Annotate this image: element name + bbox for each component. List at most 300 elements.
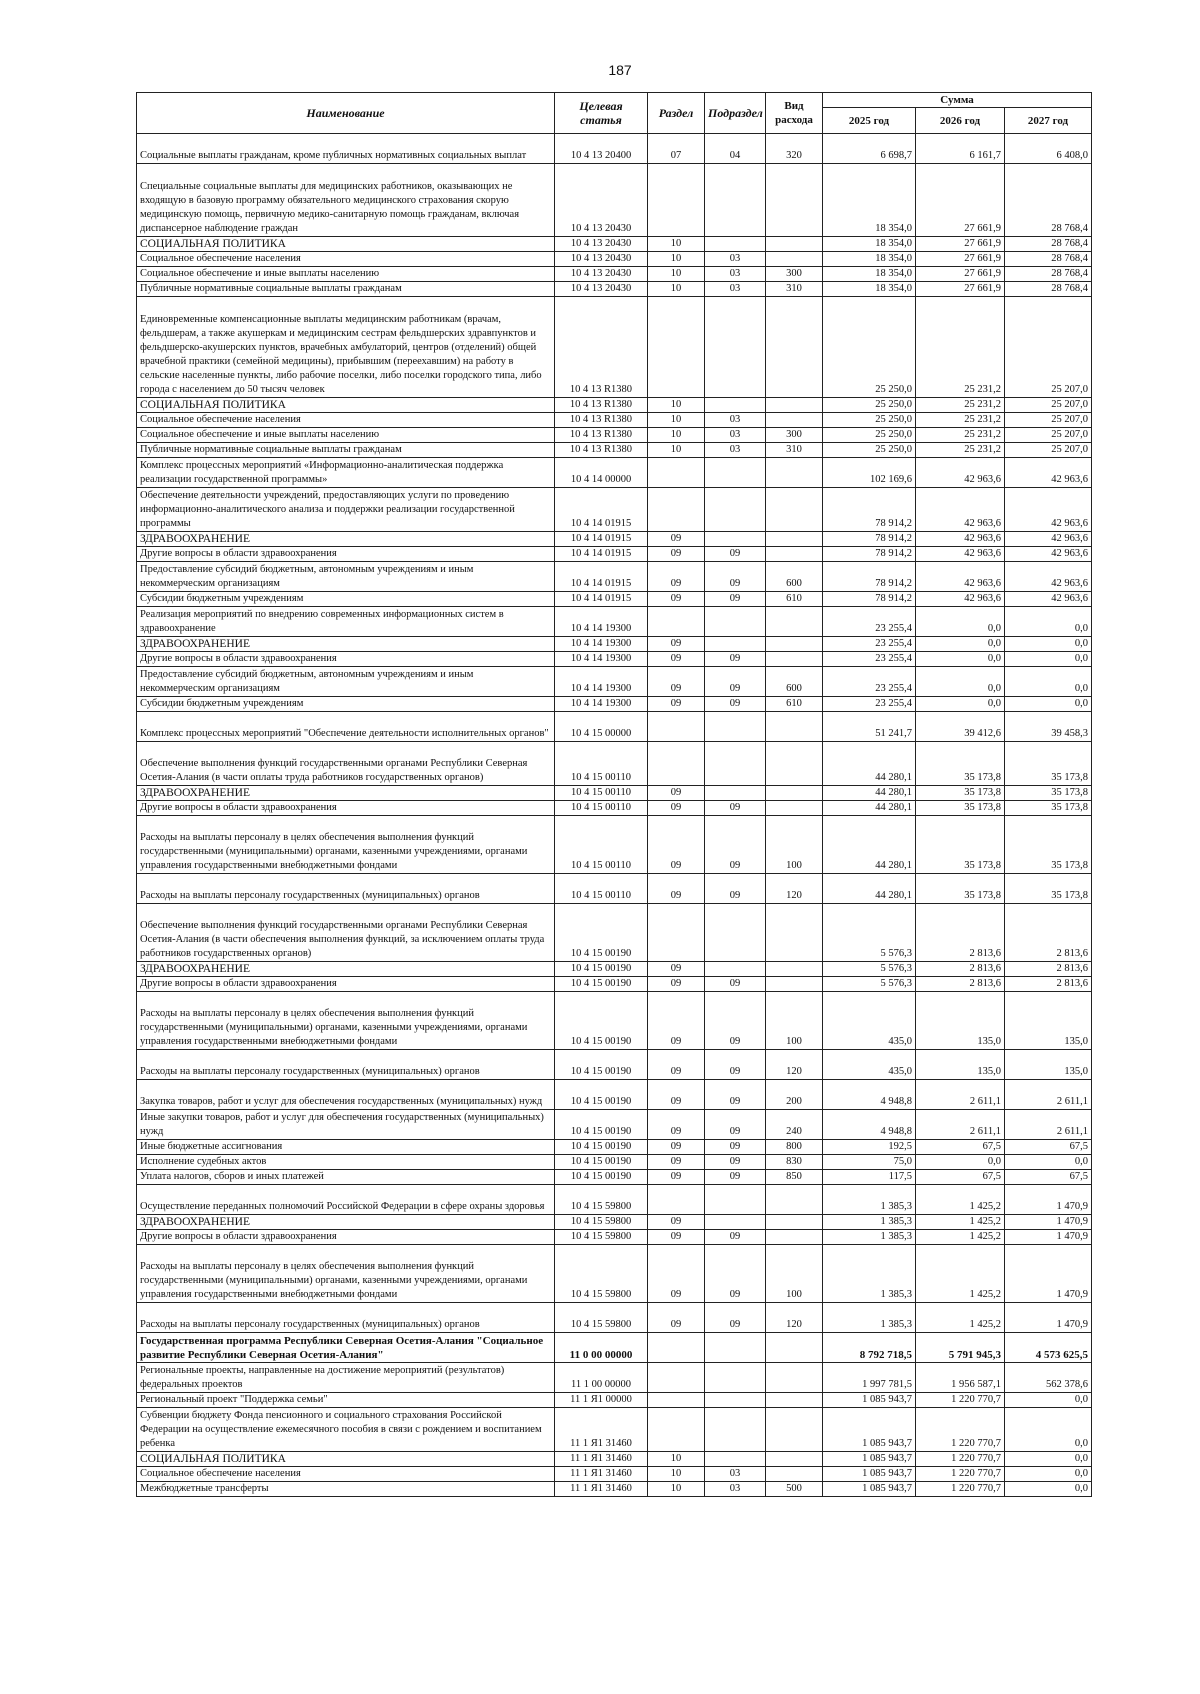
row-2026-cell: 2 813,6 bbox=[916, 962, 1005, 977]
row-section-cell: 09 bbox=[648, 992, 705, 1050]
row-name-cell: Государственная программа Республики Северная Осетия-Алания "Социальное развитие Республики Северная Осетия-Алания" bbox=[137, 1333, 555, 1363]
row-2027-cell: 35 173,8 bbox=[1005, 816, 1092, 874]
row-article-cell: 10 4 13 20430 bbox=[555, 164, 648, 237]
row-name-cell: Исполнение судебных актов bbox=[137, 1155, 555, 1170]
row-kind-cell: 120 bbox=[766, 1050, 823, 1080]
row-section-cell: 10 bbox=[648, 282, 705, 297]
row-2026-cell: 35 173,8 bbox=[916, 801, 1005, 816]
row-2027-cell: 25 207,0 bbox=[1005, 428, 1092, 443]
row-kind-cell: 100 bbox=[766, 992, 823, 1050]
row-article-cell: 10 4 13 R1380 bbox=[555, 428, 648, 443]
row-article-cell: 10 4 15 00110 bbox=[555, 816, 648, 874]
row-article-cell: 10 4 13 R1380 bbox=[555, 297, 648, 398]
row-2025-cell: 44 280,1 bbox=[823, 801, 916, 816]
row-subsection-cell: 03 bbox=[705, 413, 766, 428]
row-2026-cell: 5 791 945,3 bbox=[916, 1333, 1005, 1363]
row-2026-cell: 1 425,2 bbox=[916, 1215, 1005, 1230]
row-2025-cell: 5 576,3 bbox=[823, 962, 916, 977]
row-subsection-cell: 03 bbox=[705, 252, 766, 267]
header-2025: 2025 год bbox=[823, 108, 916, 134]
row-2026-cell: 42 963,6 bbox=[916, 592, 1005, 607]
row-2026-cell: 27 661,9 bbox=[916, 252, 1005, 267]
row-2027-cell: 28 768,4 bbox=[1005, 252, 1092, 267]
row-article-cell: 10 4 13 20430 bbox=[555, 252, 648, 267]
row-2027-cell: 42 963,6 bbox=[1005, 547, 1092, 562]
row-section-cell: 09 bbox=[648, 652, 705, 667]
row-2025-cell: 44 280,1 bbox=[823, 742, 916, 786]
row-subsection-cell bbox=[705, 398, 766, 413]
table-row bbox=[137, 786, 1092, 801]
row-2025-cell: 435,0 bbox=[823, 992, 916, 1050]
row-kind-cell: 300 bbox=[766, 267, 823, 282]
row-kind-cell: 240 bbox=[766, 1110, 823, 1140]
row-article-cell: 10 4 15 00000 bbox=[555, 712, 648, 742]
row-name-cell: ЗДРАВООХРАНЕНИЕ bbox=[137, 786, 555, 801]
row-2027-cell: 1 470,9 bbox=[1005, 1215, 1092, 1230]
row-kind-cell bbox=[766, 1452, 823, 1467]
row-2026-cell: 2 813,6 bbox=[916, 904, 1005, 962]
row-section-cell bbox=[648, 1185, 705, 1215]
row-section-cell: 09 bbox=[648, 562, 705, 592]
row-subsection-cell: 09 bbox=[705, 992, 766, 1050]
page-number: 187 bbox=[608, 62, 632, 78]
row-article-cell: 11 1 Я1 31460 bbox=[555, 1408, 648, 1452]
row-2027-cell: 42 963,6 bbox=[1005, 458, 1092, 488]
row-2025-cell: 1 085 943,7 bbox=[823, 1482, 916, 1497]
row-2025-cell: 1 997 781,5 bbox=[823, 1363, 916, 1393]
row-2026-cell: 27 661,9 bbox=[916, 282, 1005, 297]
row-section-cell: 10 bbox=[648, 1452, 705, 1467]
row-name-cell: Уплата налогов, сборов и иных платежей bbox=[137, 1170, 555, 1185]
row-kind-cell bbox=[766, 488, 823, 532]
row-2026-cell: 0,0 bbox=[916, 637, 1005, 652]
table-row bbox=[137, 1155, 1092, 1170]
row-name-cell: ЗДРАВООХРАНЕНИЕ bbox=[137, 962, 555, 977]
table-row bbox=[137, 398, 1092, 413]
row-kind-cell bbox=[766, 413, 823, 428]
row-2025-cell: 1 385,3 bbox=[823, 1185, 916, 1215]
row-2027-cell: 0,0 bbox=[1005, 1408, 1092, 1452]
row-kind-cell: 600 bbox=[766, 562, 823, 592]
table-row bbox=[137, 1363, 1092, 1393]
row-2025-cell: 78 914,2 bbox=[823, 532, 916, 547]
row-article-cell: 10 4 15 00190 bbox=[555, 1050, 648, 1080]
table-row bbox=[137, 816, 1092, 874]
row-subsection-cell: 03 bbox=[705, 282, 766, 297]
row-2026-cell: 25 231,2 bbox=[916, 443, 1005, 458]
row-kind-cell bbox=[766, 252, 823, 267]
row-2026-cell: 6 161,7 bbox=[916, 134, 1005, 164]
row-kind-cell bbox=[766, 904, 823, 962]
row-name-cell: Социальное обеспечение и иные выплаты населению bbox=[137, 428, 555, 443]
row-2025-cell: 51 241,7 bbox=[823, 712, 916, 742]
row-kind-cell: 100 bbox=[766, 816, 823, 874]
row-2027-cell: 562 378,6 bbox=[1005, 1363, 1092, 1393]
row-kind-cell: 310 bbox=[766, 443, 823, 458]
table-row bbox=[137, 904, 1092, 962]
row-section-cell: 09 bbox=[648, 977, 705, 992]
row-2026-cell: 35 173,8 bbox=[916, 816, 1005, 874]
row-kind-cell bbox=[766, 398, 823, 413]
row-article-cell: 10 4 13 R1380 bbox=[555, 398, 648, 413]
row-section-cell: 10 bbox=[648, 1467, 705, 1482]
row-article-cell: 10 4 14 19300 bbox=[555, 607, 648, 637]
row-article-cell: 10 4 14 01915 bbox=[555, 592, 648, 607]
table-row bbox=[137, 488, 1092, 532]
row-section-cell: 10 bbox=[648, 398, 705, 413]
row-subsection-cell bbox=[705, 1363, 766, 1393]
row-2027-cell: 2 611,1 bbox=[1005, 1080, 1092, 1110]
row-2026-cell: 0,0 bbox=[916, 607, 1005, 637]
row-section-cell: 09 bbox=[648, 637, 705, 652]
row-2027-cell: 4 573 625,5 bbox=[1005, 1333, 1092, 1363]
row-2027-cell: 35 173,8 bbox=[1005, 801, 1092, 816]
table-row bbox=[137, 562, 1092, 592]
row-2026-cell: 35 173,8 bbox=[916, 874, 1005, 904]
row-2027-cell: 2 813,6 bbox=[1005, 977, 1092, 992]
row-article-cell: 10 4 15 59800 bbox=[555, 1245, 648, 1303]
row-2027-cell: 28 768,4 bbox=[1005, 267, 1092, 282]
row-2026-cell: 25 231,2 bbox=[916, 413, 1005, 428]
row-section-cell: 09 bbox=[648, 786, 705, 801]
row-2027-cell: 35 173,8 bbox=[1005, 786, 1092, 801]
row-subsection-cell bbox=[705, 1215, 766, 1230]
table-row bbox=[137, 532, 1092, 547]
row-section-cell: 09 bbox=[648, 592, 705, 607]
row-article-cell: 10 4 14 01915 bbox=[555, 488, 648, 532]
table-row bbox=[137, 742, 1092, 786]
row-section-cell: 10 bbox=[648, 428, 705, 443]
row-article-cell: 10 4 15 00190 bbox=[555, 992, 648, 1050]
row-kind-cell bbox=[766, 1230, 823, 1245]
row-kind-cell: 800 bbox=[766, 1140, 823, 1155]
row-name-cell: ЗДРАВООХРАНЕНИЕ bbox=[137, 1215, 555, 1230]
row-name-cell: ЗДРАВООХРАНЕНИЕ bbox=[137, 532, 555, 547]
row-name-cell: Расходы на выплаты персоналу в целях обеспечения выполнения функций государственными (муниципальными) органами, казенными учреждениями, органами управления государственными внебюджетными фондами bbox=[137, 816, 555, 874]
row-kind-cell: 850 bbox=[766, 1170, 823, 1185]
row-2026-cell: 42 963,6 bbox=[916, 547, 1005, 562]
row-kind-cell: 500 bbox=[766, 1482, 823, 1497]
table-row bbox=[137, 1215, 1092, 1230]
row-kind-cell: 100 bbox=[766, 1245, 823, 1303]
row-2025-cell: 78 914,2 bbox=[823, 547, 916, 562]
row-2027-cell: 42 963,6 bbox=[1005, 562, 1092, 592]
row-section-cell bbox=[648, 1333, 705, 1363]
row-2026-cell: 67,5 bbox=[916, 1140, 1005, 1155]
row-subsection-cell: 09 bbox=[705, 547, 766, 562]
row-2026-cell: 0,0 bbox=[916, 1155, 1005, 1170]
row-subsection-cell bbox=[705, 164, 766, 237]
row-section-cell bbox=[648, 607, 705, 637]
table-row bbox=[137, 164, 1092, 237]
row-section-cell bbox=[648, 164, 705, 237]
row-2026-cell: 35 173,8 bbox=[916, 742, 1005, 786]
row-kind-cell bbox=[766, 237, 823, 252]
row-2027-cell: 0,0 bbox=[1005, 697, 1092, 712]
row-kind-cell: 600 bbox=[766, 667, 823, 697]
row-2026-cell: 1 425,2 bbox=[916, 1245, 1005, 1303]
row-2026-cell: 1 425,2 bbox=[916, 1303, 1005, 1333]
row-subsection-cell bbox=[705, 458, 766, 488]
row-2026-cell: 25 231,2 bbox=[916, 398, 1005, 413]
table-row bbox=[137, 413, 1092, 428]
row-subsection-cell: 09 bbox=[705, 977, 766, 992]
row-name-cell: Социальное обеспечение населения bbox=[137, 413, 555, 428]
row-2025-cell: 23 255,4 bbox=[823, 667, 916, 697]
row-subsection-cell bbox=[705, 962, 766, 977]
row-article-cell: 10 4 13 R1380 bbox=[555, 413, 648, 428]
row-subsection-cell: 09 bbox=[705, 1140, 766, 1155]
row-2027-cell: 28 768,4 bbox=[1005, 237, 1092, 252]
header-sum: Сумма bbox=[823, 93, 1092, 108]
row-2025-cell: 25 250,0 bbox=[823, 443, 916, 458]
row-subsection-cell bbox=[705, 637, 766, 652]
row-2025-cell: 1 085 943,7 bbox=[823, 1393, 916, 1408]
row-2027-cell: 28 768,4 bbox=[1005, 164, 1092, 237]
row-subsection-cell bbox=[705, 1185, 766, 1215]
row-subsection-cell bbox=[705, 237, 766, 252]
table-row bbox=[137, 1170, 1092, 1185]
row-2026-cell: 27 661,9 bbox=[916, 237, 1005, 252]
row-article-cell: 10 4 15 59800 bbox=[555, 1230, 648, 1245]
table-row bbox=[137, 267, 1092, 282]
table-row bbox=[137, 1230, 1092, 1245]
row-name-cell: Межбюджетные трансферты bbox=[137, 1482, 555, 1497]
row-kind-cell bbox=[766, 652, 823, 667]
row-subsection-cell bbox=[705, 532, 766, 547]
row-2025-cell: 1 385,3 bbox=[823, 1230, 916, 1245]
row-2025-cell: 5 576,3 bbox=[823, 904, 916, 962]
row-2025-cell: 1 385,3 bbox=[823, 1245, 916, 1303]
row-name-cell: Субсидии бюджетным учреждениям bbox=[137, 592, 555, 607]
row-article-cell: 10 4 15 00110 bbox=[555, 801, 648, 816]
row-2026-cell: 2 611,1 bbox=[916, 1080, 1005, 1110]
row-subsection-cell bbox=[705, 1452, 766, 1467]
row-2026-cell: 1 956 587,1 bbox=[916, 1363, 1005, 1393]
row-2025-cell: 25 250,0 bbox=[823, 398, 916, 413]
row-2025-cell: 23 255,4 bbox=[823, 697, 916, 712]
row-2027-cell: 1 470,9 bbox=[1005, 1245, 1092, 1303]
row-section-cell bbox=[648, 297, 705, 398]
row-2025-cell: 117,5 bbox=[823, 1170, 916, 1185]
table-row bbox=[137, 443, 1092, 458]
row-name-cell: Обеспечение выполнения функций государственными органами Республики Северная Осетия-Алания (в части оплаты труда работников государственных органов) bbox=[137, 742, 555, 786]
row-subsection-cell bbox=[705, 786, 766, 801]
table-row bbox=[137, 667, 1092, 697]
row-article-cell: 10 4 15 00190 bbox=[555, 1155, 648, 1170]
row-2027-cell: 2 813,6 bbox=[1005, 904, 1092, 962]
row-2027-cell: 1 470,9 bbox=[1005, 1185, 1092, 1215]
row-kind-cell bbox=[766, 1185, 823, 1215]
row-name-cell: Осуществление переданных полномочий Российской Федерации в сфере охраны здоровья bbox=[137, 1185, 555, 1215]
row-2026-cell: 25 231,2 bbox=[916, 297, 1005, 398]
row-section-cell: 09 bbox=[648, 1080, 705, 1110]
row-kind-cell: 610 bbox=[766, 697, 823, 712]
row-2025-cell: 23 255,4 bbox=[823, 607, 916, 637]
row-article-cell: 10 4 14 01915 bbox=[555, 547, 648, 562]
row-section-cell: 10 bbox=[648, 1482, 705, 1497]
row-2026-cell: 135,0 bbox=[916, 992, 1005, 1050]
row-2025-cell: 18 354,0 bbox=[823, 164, 916, 237]
row-name-cell: Иные бюджетные ассигнования bbox=[137, 1140, 555, 1155]
table-row bbox=[137, 428, 1092, 443]
row-2025-cell: 18 354,0 bbox=[823, 267, 916, 282]
table-row bbox=[137, 637, 1092, 652]
row-2025-cell: 6 698,7 bbox=[823, 134, 916, 164]
row-2027-cell: 39 458,3 bbox=[1005, 712, 1092, 742]
row-name-cell: ЗДРАВООХРАНЕНИЕ bbox=[137, 637, 555, 652]
row-section-cell: 07 bbox=[648, 134, 705, 164]
table-row bbox=[137, 1408, 1092, 1452]
row-kind-cell: 310 bbox=[766, 282, 823, 297]
row-section-cell bbox=[648, 712, 705, 742]
row-article-cell: 10 4 14 01915 bbox=[555, 562, 648, 592]
row-2026-cell: 1 425,2 bbox=[916, 1185, 1005, 1215]
row-2025-cell: 435,0 bbox=[823, 1050, 916, 1080]
header-subsection: Подраздел bbox=[705, 93, 766, 134]
row-kind-cell: 200 bbox=[766, 1080, 823, 1110]
row-section-cell: 09 bbox=[648, 1170, 705, 1185]
row-2026-cell: 0,0 bbox=[916, 667, 1005, 697]
table-row bbox=[137, 1050, 1092, 1080]
row-2027-cell: 67,5 bbox=[1005, 1170, 1092, 1185]
table-row bbox=[137, 252, 1092, 267]
row-name-cell: Реализация мероприятий по внедрению современных информационных систем в здравоохранение bbox=[137, 607, 555, 637]
row-article-cell: 10 4 15 00110 bbox=[555, 874, 648, 904]
row-name-cell: СОЦИАЛЬНАЯ ПОЛИТИКА bbox=[137, 398, 555, 413]
table-row bbox=[137, 1080, 1092, 1110]
row-subsection-cell bbox=[705, 712, 766, 742]
row-section-cell: 09 bbox=[648, 1140, 705, 1155]
row-article-cell: 10 4 15 00190 bbox=[555, 904, 648, 962]
row-subsection-cell bbox=[705, 742, 766, 786]
row-subsection-cell bbox=[705, 1393, 766, 1408]
row-2026-cell: 1 425,2 bbox=[916, 1230, 1005, 1245]
row-article-cell: 10 4 14 19300 bbox=[555, 697, 648, 712]
table-row bbox=[137, 1393, 1092, 1408]
row-2027-cell: 135,0 bbox=[1005, 992, 1092, 1050]
row-kind-cell bbox=[766, 458, 823, 488]
row-subsection-cell: 09 bbox=[705, 1303, 766, 1333]
table-row bbox=[137, 874, 1092, 904]
row-article-cell: 11 1 Я1 31460 bbox=[555, 1452, 648, 1467]
row-name-cell: Другие вопросы в области здравоохранения bbox=[137, 977, 555, 992]
row-article-cell: 10 4 15 00190 bbox=[555, 962, 648, 977]
row-article-cell: 10 4 15 59800 bbox=[555, 1215, 648, 1230]
row-section-cell bbox=[648, 1363, 705, 1393]
row-section-cell: 09 bbox=[648, 1303, 705, 1333]
row-name-cell: Расходы на выплаты персоналу государственных (муниципальных) органов bbox=[137, 874, 555, 904]
row-name-cell: Субсидии бюджетным учреждениям bbox=[137, 697, 555, 712]
row-2026-cell: 42 963,6 bbox=[916, 458, 1005, 488]
table-row bbox=[137, 697, 1092, 712]
row-article-cell: 10 4 15 00190 bbox=[555, 1140, 648, 1155]
row-2026-cell: 27 661,9 bbox=[916, 267, 1005, 282]
row-article-cell: 11 1 Я1 00000 bbox=[555, 1393, 648, 1408]
row-section-cell bbox=[648, 458, 705, 488]
row-subsection-cell: 09 bbox=[705, 652, 766, 667]
row-article-cell: 10 4 14 19300 bbox=[555, 652, 648, 667]
row-2027-cell: 1 470,9 bbox=[1005, 1303, 1092, 1333]
row-subsection-cell bbox=[705, 297, 766, 398]
row-section-cell bbox=[648, 1393, 705, 1408]
table-row bbox=[137, 1245, 1092, 1303]
table-header bbox=[137, 93, 1092, 134]
row-kind-cell bbox=[766, 607, 823, 637]
row-subsection-cell: 09 bbox=[705, 1170, 766, 1185]
row-subsection-cell: 09 bbox=[705, 816, 766, 874]
row-2027-cell: 42 963,6 bbox=[1005, 488, 1092, 532]
row-2025-cell: 192,5 bbox=[823, 1140, 916, 1155]
row-2026-cell: 35 173,8 bbox=[916, 786, 1005, 801]
row-2025-cell: 102 169,6 bbox=[823, 458, 916, 488]
row-kind-cell bbox=[766, 297, 823, 398]
row-article-cell: 10 4 13 20430 bbox=[555, 267, 648, 282]
row-name-cell: Расходы на выплаты персоналу в целях обеспечения выполнения функций государственными (муниципальными) органами, казенными учреждениями, органами управления государственными внебюджетными фондами bbox=[137, 1245, 555, 1303]
row-2025-cell: 1 385,3 bbox=[823, 1303, 916, 1333]
row-2027-cell: 0,0 bbox=[1005, 652, 1092, 667]
table-row bbox=[137, 134, 1092, 164]
row-2025-cell: 78 914,2 bbox=[823, 592, 916, 607]
header-name: Наименование bbox=[137, 93, 555, 134]
row-kind-cell bbox=[766, 977, 823, 992]
row-section-cell: 09 bbox=[648, 697, 705, 712]
row-subsection-cell: 09 bbox=[705, 1050, 766, 1080]
row-2026-cell: 1 220 770,7 bbox=[916, 1467, 1005, 1482]
row-article-cell: 10 4 15 00190 bbox=[555, 1080, 648, 1110]
table-row bbox=[137, 547, 1092, 562]
row-name-cell: Предоставление субсидий бюджетным, автономным учреждениям и иным некоммерческим организациям bbox=[137, 562, 555, 592]
table-row bbox=[137, 962, 1092, 977]
row-article-cell: 10 4 14 01915 bbox=[555, 532, 648, 547]
row-2025-cell: 44 280,1 bbox=[823, 816, 916, 874]
row-2025-cell: 1 085 943,7 bbox=[823, 1452, 916, 1467]
row-section-cell: 09 bbox=[648, 1245, 705, 1303]
row-2027-cell: 35 173,8 bbox=[1005, 874, 1092, 904]
row-kind-cell bbox=[766, 532, 823, 547]
row-2025-cell: 25 250,0 bbox=[823, 413, 916, 428]
row-section-cell: 10 bbox=[648, 267, 705, 282]
row-subsection-cell: 03 bbox=[705, 428, 766, 443]
row-2026-cell: 2 813,6 bbox=[916, 977, 1005, 992]
row-kind-cell: 320 bbox=[766, 134, 823, 164]
row-kind-cell bbox=[766, 801, 823, 816]
table-row bbox=[137, 1110, 1092, 1140]
row-name-cell: Публичные нормативные социальные выплаты гражданам bbox=[137, 282, 555, 297]
row-name-cell: Закупка товаров, работ и услуг для обеспечения государственных (муниципальных) нужд bbox=[137, 1080, 555, 1110]
row-subsection-cell: 09 bbox=[705, 1245, 766, 1303]
row-subsection-cell: 03 bbox=[705, 267, 766, 282]
header-section: Раздел bbox=[648, 93, 705, 134]
row-2027-cell: 42 963,6 bbox=[1005, 592, 1092, 607]
row-name-cell: Комплекс процессных мероприятий «Информационно-аналитическая поддержка реализации государственной программы» bbox=[137, 458, 555, 488]
row-article-cell: 10 4 14 19300 bbox=[555, 637, 648, 652]
row-2027-cell: 0,0 bbox=[1005, 667, 1092, 697]
row-kind-cell bbox=[766, 786, 823, 801]
row-2027-cell: 67,5 bbox=[1005, 1140, 1092, 1155]
row-2025-cell: 4 948,8 bbox=[823, 1080, 916, 1110]
row-2025-cell: 1 085 943,7 bbox=[823, 1408, 916, 1452]
row-kind-cell bbox=[766, 1467, 823, 1482]
row-subsection-cell: 04 bbox=[705, 134, 766, 164]
row-name-cell: Другие вопросы в области здравоохранения bbox=[137, 652, 555, 667]
row-2025-cell: 23 255,4 bbox=[823, 652, 916, 667]
row-section-cell: 09 bbox=[648, 816, 705, 874]
row-article-cell: 11 1 Я1 31460 bbox=[555, 1482, 648, 1497]
row-kind-cell bbox=[766, 1215, 823, 1230]
row-2027-cell: 6 408,0 bbox=[1005, 134, 1092, 164]
table-row bbox=[137, 1333, 1092, 1363]
